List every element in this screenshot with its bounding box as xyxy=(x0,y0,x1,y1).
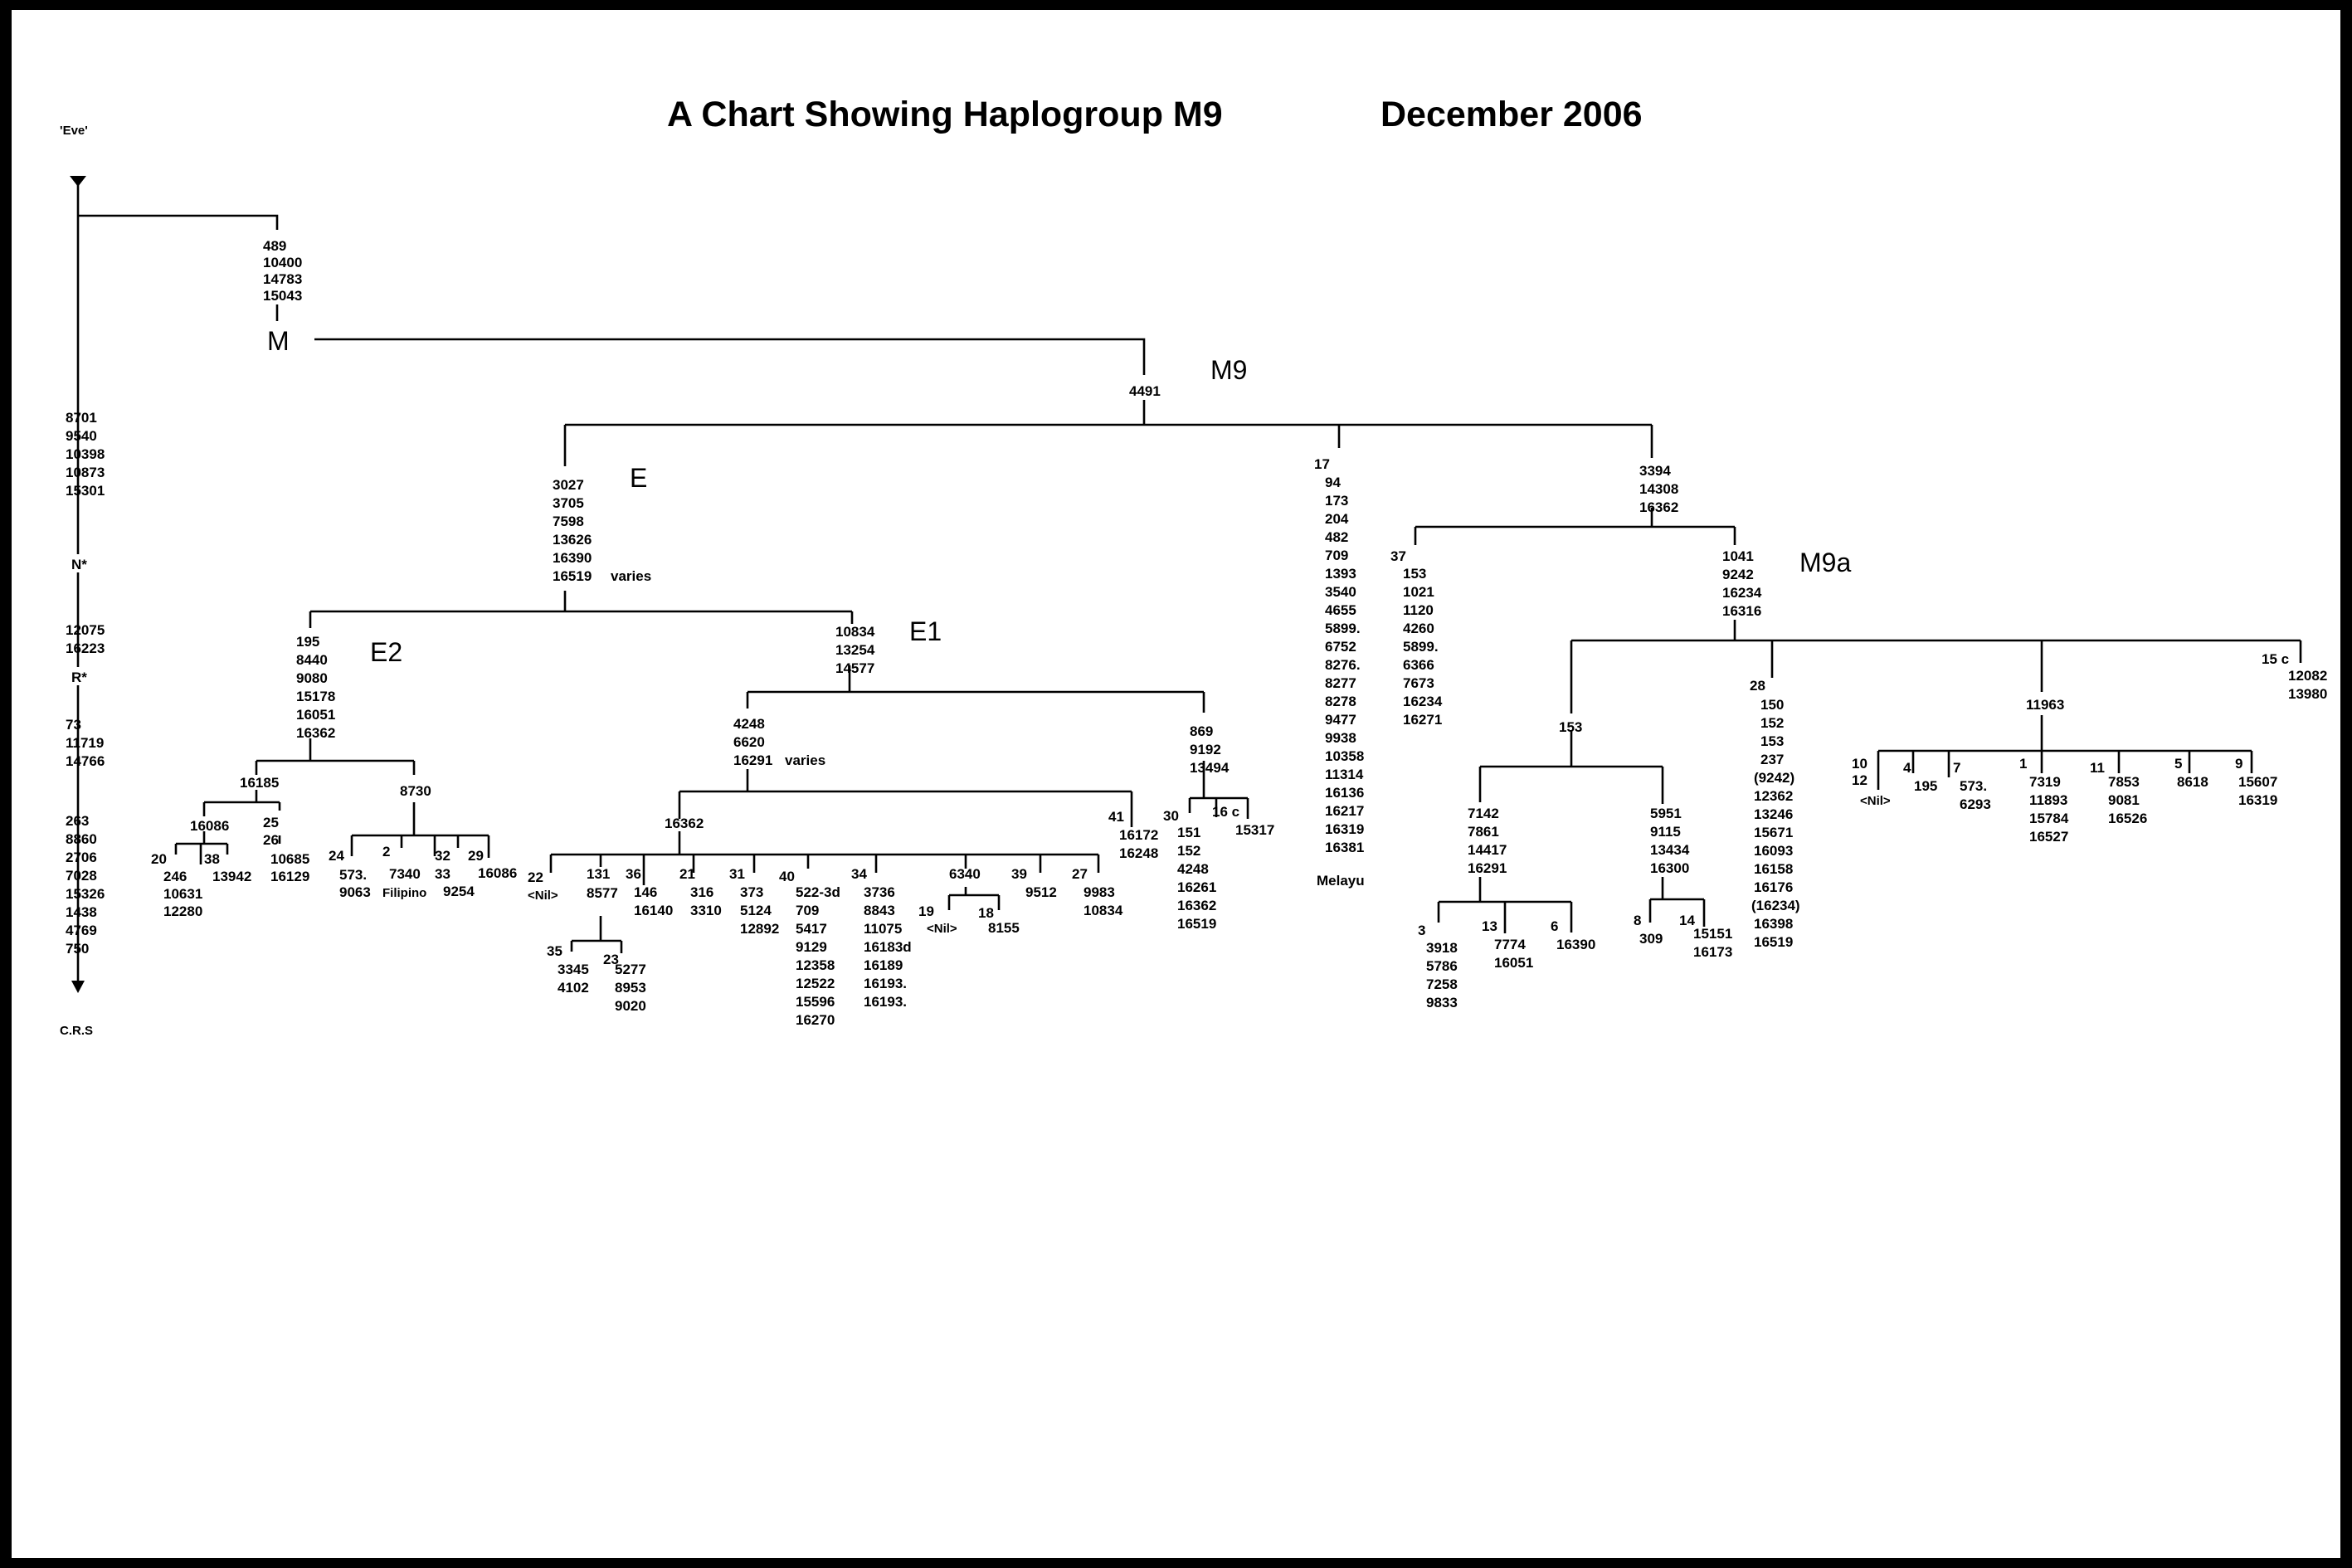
e1-s23-id: 23 xyxy=(603,952,619,967)
r-s37-id: 37 xyxy=(1390,548,1406,564)
m9a-s4-id: 4 xyxy=(1903,760,1911,776)
m9a-s5-id: 5 xyxy=(2174,756,2183,772)
s17-melayu-note: Melayu xyxy=(1317,873,1365,889)
chart-date: December 2006 xyxy=(1381,95,1643,134)
haplogroup-tree xyxy=(12,10,2340,1558)
eve-label: 'Eve' xyxy=(60,124,88,138)
n-star-label: N* xyxy=(71,557,87,572)
m9a-mutations: 1041 9242 16234 16316 xyxy=(1722,548,1762,619)
e-drops xyxy=(310,611,852,628)
crs-label: C.R.S xyxy=(60,1024,94,1038)
e1-s34-muts: 3736 8843 11075 16183d 16189 16193. 16193. xyxy=(864,884,912,1010)
e2-s32-id: 32 xyxy=(435,848,450,864)
e1-s27-muts: 9983 10834 xyxy=(1083,884,1123,918)
n-path-b: 12075 16223 xyxy=(66,622,105,656)
e1-16362-bar xyxy=(551,831,1098,855)
e1-s40-id: 40 xyxy=(779,869,795,884)
e1-s16-id: 16 c xyxy=(1212,804,1240,820)
m9a-s3-muts: 3918 5786 7258 9833 xyxy=(1426,940,1458,1010)
m9a-s1-id: 1 xyxy=(2019,756,2028,772)
e1-s30-id: 30 xyxy=(1163,808,1179,824)
e1-s36-muts: 146 16140 xyxy=(634,884,674,918)
e1-s31-muts: 373 5124 12892 xyxy=(740,884,780,937)
e1-s22-id: 22 xyxy=(528,869,543,885)
right-bar xyxy=(1415,508,1735,545)
e1-bar xyxy=(747,665,1204,713)
m9a-s1-muts: 7319 11893 15784 16527 xyxy=(2029,774,2069,845)
e2-8730: 8730 xyxy=(400,783,431,799)
m9a-b-bar xyxy=(1650,877,1704,927)
e1-6340: 6340 xyxy=(949,866,981,882)
e-varies: varies xyxy=(611,568,652,584)
e2-mutations: 195 8440 9080 15178 16051 16362 xyxy=(296,634,336,741)
e2-label: E2 xyxy=(370,637,403,667)
e1-s22-muts: <Nil> xyxy=(528,889,558,903)
right-mutations: 3394 14308 16362 xyxy=(1639,463,1679,515)
m9a-153: 153 xyxy=(1559,719,1583,735)
e2-s32-id2: 33 xyxy=(435,866,450,882)
e2-16086: 16086 xyxy=(190,818,230,834)
e2-bar xyxy=(256,761,414,775)
e2-s24-muts: 573. 9063 xyxy=(339,867,371,900)
e1-s34-id: 34 xyxy=(851,866,867,882)
e2-s24-id: 24 xyxy=(329,848,344,864)
e-mutations: 3027 3705 7598 13626 16390 16519 xyxy=(553,477,592,584)
m-mutations: 489 10400 14783 15043 xyxy=(263,238,303,304)
e1-s31-id: 31 xyxy=(729,866,745,882)
m9a-s8-muts: 309 xyxy=(1639,931,1663,947)
e1-s41-muts: 16172 16248 xyxy=(1119,827,1159,861)
m9a-s6-muts: 16390 xyxy=(1556,937,1596,952)
m9a-s6-id: 6 xyxy=(1551,918,1559,934)
m-to-m9 xyxy=(314,339,1144,375)
m9a-s28-muts: 150 152 153 237 (9242) 12362 13246 15671 16093 16158 16176 (16234) 16398 16519 xyxy=(1751,697,1800,950)
s17-muts: 94 173 204 482 709 1393 3540 4655 5899. 6752 8276. 8277 8278 9477 9938 10358 11314 16136 16217 16319 16381 xyxy=(1325,475,1365,855)
e2-s38-id: 38 xyxy=(204,851,220,867)
e2-s25-id2: 26 xyxy=(263,832,279,848)
m9a-s15-id: 15 c xyxy=(2262,651,2290,667)
m9a-s5-muts: 8618 xyxy=(2177,774,2208,790)
m9a-b-mutations: 5951 9115 13434 16300 xyxy=(1650,806,1690,876)
e2-s32-muts: 9254 xyxy=(443,884,475,899)
n-path-d: 263 8860 2706 7028 15326 1438 4769 750 xyxy=(66,813,105,957)
e2-s25-muts: 10685 16129 xyxy=(270,851,310,884)
m9a-s28-id: 28 xyxy=(1750,678,1765,694)
e2-s20-id: 20 xyxy=(151,851,167,867)
m9a-s10-id2: 12 xyxy=(1852,772,1867,788)
e1-label: E1 xyxy=(909,616,942,646)
e1-s35-id: 35 xyxy=(547,943,562,959)
e1-b-mutations: 869 9192 13494 xyxy=(1190,723,1230,776)
m9a-bar xyxy=(1571,620,2301,713)
e1-131-bar xyxy=(572,916,621,953)
n-path-a: 8701 9540 10398 10873 15301 xyxy=(66,410,105,499)
e2-s29-id: 29 xyxy=(468,848,484,864)
e1-a-mutations: 4248 6620 16291 xyxy=(733,716,773,768)
e1-s27-id: 27 xyxy=(1072,866,1088,882)
m9a-s9-muts: 15607 16319 xyxy=(2238,774,2278,808)
m9a-s4-muts: 195 xyxy=(1914,778,1938,794)
e2-s20-muts: 246 10631 12280 xyxy=(163,869,203,919)
e2-16185: 16185 xyxy=(240,775,280,791)
e2-s29-muts: 16086 xyxy=(478,865,518,881)
e1-s39-muts: 9512 xyxy=(1025,884,1057,900)
m9a-label: M9a xyxy=(1799,548,1852,577)
e1-s16-muts: 15317 xyxy=(1235,822,1275,838)
m9a-11963-bar xyxy=(1878,715,2252,751)
e1-16362: 16362 xyxy=(665,816,704,831)
e1-mutations: 10834 13254 14577 xyxy=(835,624,875,676)
m9-mutation: 4491 xyxy=(1129,383,1161,399)
e1-s35-muts: 3345 4102 xyxy=(558,962,589,996)
root-arrow-bottom xyxy=(71,981,85,993)
e1-s18-id: 18 xyxy=(978,905,994,921)
m9a-153-bar xyxy=(1480,730,1663,804)
e2-16185-bar xyxy=(204,790,280,816)
m9a-s15-muts: 12082 13980 xyxy=(2288,668,2328,702)
m9a-s9-id: 9 xyxy=(2235,756,2243,772)
m-stem xyxy=(78,216,277,230)
m9a-s3-id: 3 xyxy=(1418,923,1426,938)
e1-s41-id: 41 xyxy=(1108,809,1124,825)
m9a-s8-id: 8 xyxy=(1634,913,1642,928)
m-label: M xyxy=(267,326,290,356)
m9a-s14-id: 14 xyxy=(1679,913,1695,928)
m9a-s10-muts: <Nil> xyxy=(1860,794,1891,808)
e1-a-varies: varies xyxy=(785,752,826,768)
chart-canvas xyxy=(12,10,2340,1558)
m9a-s11-id: 11 xyxy=(2090,760,2105,776)
m9-drops xyxy=(565,425,1652,466)
m9a-s7-muts: 573. 6293 xyxy=(1960,778,1991,812)
e1-s131-id: 131 xyxy=(587,866,611,882)
e1-s21-muts: 316 3310 xyxy=(690,884,722,918)
e2-s2-id: 2 xyxy=(382,844,391,859)
m9a-s11-muts: 7853 9081 16526 xyxy=(2108,774,2148,826)
m9a-s14-muts: 15151 16173 xyxy=(1693,926,1733,960)
e2-filipino-note: Filipino xyxy=(382,886,427,900)
e1-s40-muts: 522-3d 709 5417 9129 12358 12522 15596 16270 xyxy=(796,884,840,1028)
e1-s19-muts: <Nil> xyxy=(927,922,957,936)
e1-s39-id: 39 xyxy=(1011,866,1027,882)
m9a-s10-id: 10 xyxy=(1852,756,1867,772)
n-path-c: 73 11719 14766 xyxy=(66,717,105,769)
e-label: E xyxy=(630,463,648,493)
r-star-label: R* xyxy=(71,670,87,685)
e1-s18-muts: 8155 xyxy=(988,920,1020,936)
e2-s38-muts: 13942 xyxy=(212,869,252,884)
e1-s21-id: 21 xyxy=(679,866,695,882)
m9a-a-mutations: 7142 7861 14417 16291 xyxy=(1468,806,1507,876)
m9a-s13-id: 13 xyxy=(1482,918,1497,934)
e1-a-bar xyxy=(679,769,1132,827)
e1-s36-id: 36 xyxy=(626,866,641,882)
e1-s131-muts: 8577 xyxy=(587,885,618,901)
m9a-s7-id: 7 xyxy=(1953,760,1961,776)
e2-s2-muts: 7340 xyxy=(389,866,421,882)
r-s37-muts: 153 1021 1120 4260 5899. 6366 7673 16234 16271 xyxy=(1403,566,1443,728)
e1-s30-muts: 151 152 4248 16261 16362 16519 xyxy=(1177,825,1217,932)
m9a-11963: 11963 xyxy=(2026,697,2065,713)
e1-s23-muts: 5277 8953 9020 xyxy=(615,962,646,1014)
e1-s19-id: 19 xyxy=(918,903,934,919)
s17-id: 17 xyxy=(1314,456,1330,472)
m9a-s13-muts: 7774 16051 xyxy=(1494,937,1534,971)
e2-s25-id: 25 xyxy=(263,815,279,830)
chart-title: A Chart Showing Haplogroup M9 xyxy=(667,95,1223,134)
m9-label: M9 xyxy=(1210,355,1248,385)
